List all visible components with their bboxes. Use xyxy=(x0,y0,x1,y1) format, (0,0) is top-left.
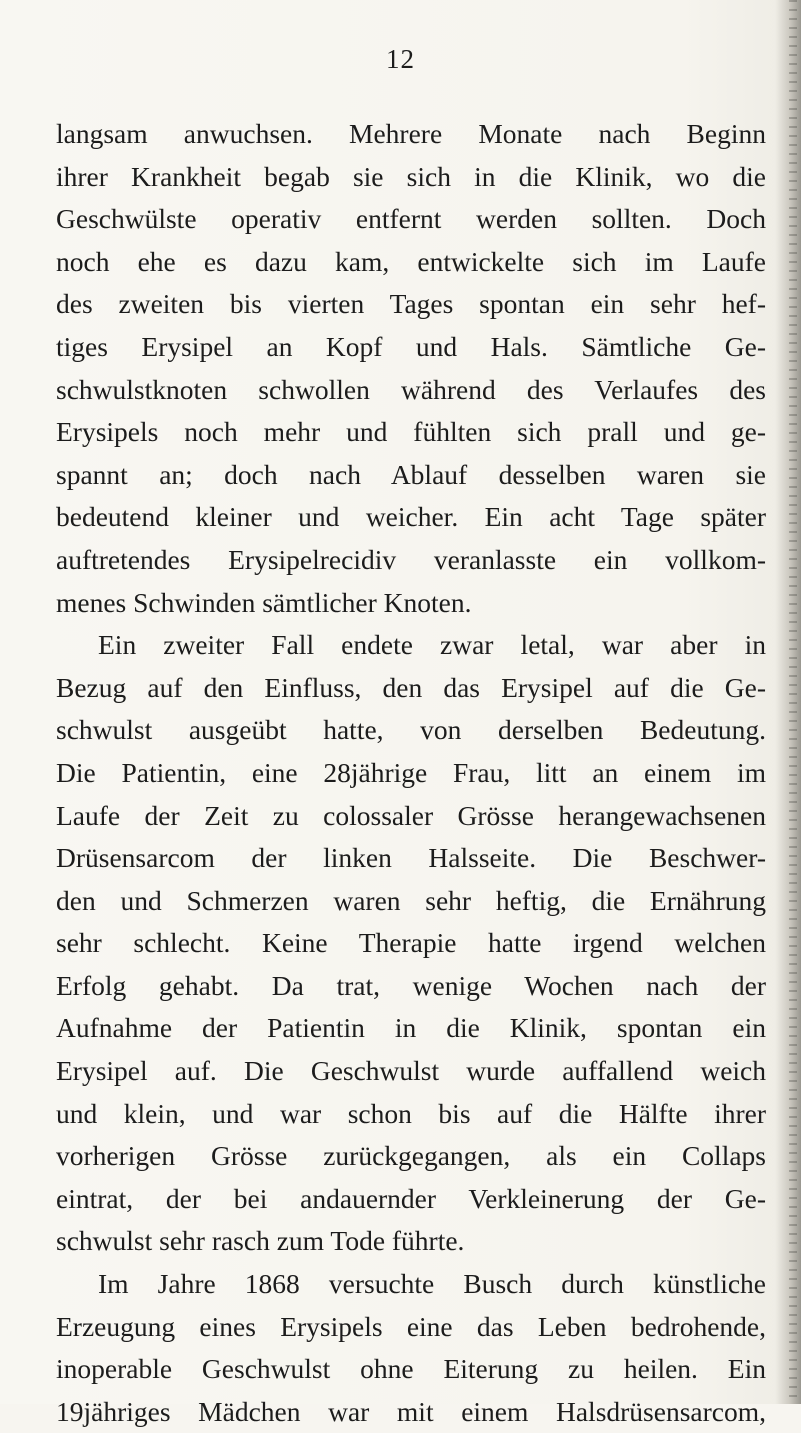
text-line: 19jähriges Mädchen war mit einem Halsdrüsensarcom, xyxy=(56,1395,766,1427)
text-line: spannt an; doch nach Ablauf desselben waren sie xyxy=(56,458,766,490)
text-line: tiges Erysipel an Kopf und Hals. Sämtliche Ge- xyxy=(56,330,766,362)
text-line: auftretendes Erysipelrecidiv veranlasste ein vollkom- xyxy=(56,543,766,575)
page-edge-shadow xyxy=(775,0,801,1404)
page-number: 12 xyxy=(386,44,415,74)
text-line: schwulst ausgeübt hatte, von derselben Bedeutung. xyxy=(56,714,766,746)
text-line: Aufnahme der Patientin in die Klinik, spontan ein xyxy=(56,1012,766,1044)
body-text xyxy=(56,113,766,1433)
text-line: Laufe der Zeit zu colossaler Grösse herangewachsenen xyxy=(56,799,766,831)
text-line: vorherigen Grösse zurückgegangen, als ein Collaps xyxy=(56,1140,766,1172)
text-line: den und Schmerzen waren sehr heftig, die Ernährung xyxy=(56,884,766,916)
paragraph-start-line: Im Jahre 1868 versuchte Busch durch künstliche xyxy=(98,1268,766,1300)
paragraph-end-line: menes Schwinden sämtlicher Knoten. xyxy=(56,586,472,618)
text-line: Erysipel auf. Die Geschwulst wurde auffallend weich xyxy=(56,1055,766,1087)
text-line: langsam anwuchsen. Mehrere Monate nach Beginn xyxy=(56,118,766,149)
text-line: inoperable Geschwulst ohne Eiterung zu heilen. Ein xyxy=(56,1353,766,1385)
page-edge-texture xyxy=(789,0,797,1404)
text-line: Erysipels noch mehr und fühlten sich prall und ge- xyxy=(56,416,766,448)
text-line: sehr schlecht. Keine Therapie hatte irgend welchen xyxy=(56,927,766,959)
text-line: Bezug auf den Einfluss, den das Erysipel auf die Ge- xyxy=(56,671,766,703)
text-line: des zweiten bis vierten Tages spontan ein sehr hef- xyxy=(56,288,766,320)
paragraph-end-line: schwulst sehr rasch zum Tode führte. xyxy=(56,1225,465,1257)
text-line: schwulstknoten schwollen während des Verlaufes des xyxy=(56,373,766,405)
text-line: eintrat, der bei andauernder Verkleinerung der Ge- xyxy=(56,1182,766,1214)
text-line: und klein, und war schon bis auf die Hälfte ihrer xyxy=(56,1097,766,1129)
text-line: Die Patientin, eine 28jährige Frau, litt an einem im xyxy=(56,756,766,788)
text-line: Drüsensarcom der linken Halsseite. Die Beschwer- xyxy=(56,842,766,874)
paragraph-start-line: Ein zweiter Fall endete zwar letal, war aber in xyxy=(98,629,766,661)
text-line: ihrer Krankheit begab sie sich in die Klinik, wo die xyxy=(56,160,766,192)
text-line: Erzeugung eines Erysipels eine das Leben bedrohende, xyxy=(56,1310,766,1342)
text-line: bedeutend kleiner und weicher. Ein acht Tage später xyxy=(56,501,766,533)
text-line: Erfolg gehabt. Da trat, wenige Wochen nach der xyxy=(56,969,766,1001)
text-line: noch ehe es dazu kam, entwickelte sich im Laufe xyxy=(56,245,766,277)
text-line: Geschwülste operativ entfernt werden sollten. Doch xyxy=(56,203,766,235)
